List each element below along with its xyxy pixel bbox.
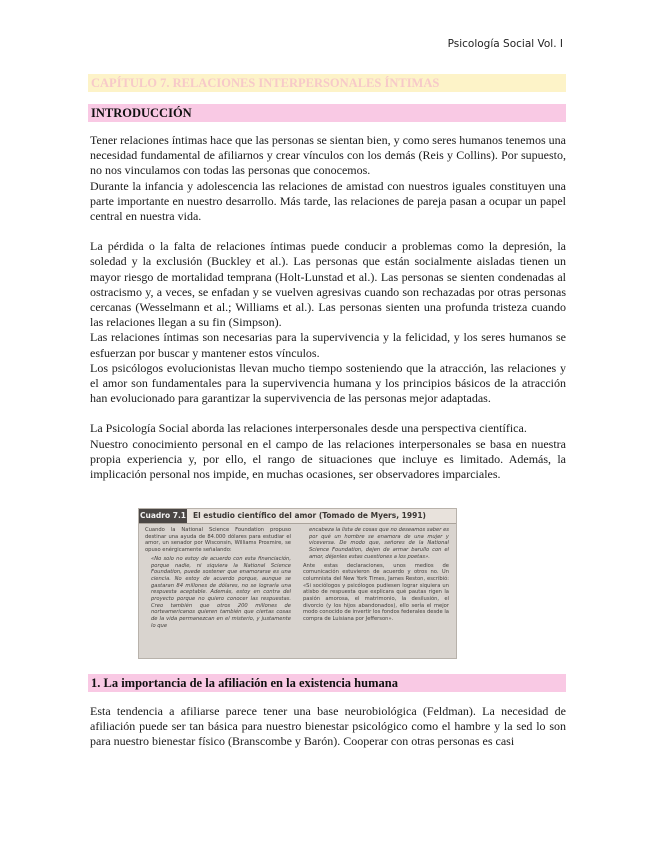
paragraph: Esta tendencia a afiliarse parece tener una base neurobiológica (Feldman). La necesidad de afiliación puede ser tan básica para nuestro bienestar psicológico como el hambre y la sed lo son para nuestro bienestar físico (Branscombe y Barón). Cooperar con otras personas es casi: [90, 704, 566, 749]
cuadro-header: [139, 509, 456, 524]
intro-heading: INTRODUCCIÓN: [88, 104, 566, 122]
cuadro-text: Ante estas declaraciones, unos medios de comunicación estuvieron de acuerdo y otros no. Un columnista del New York Times, James Reston, escribió: «Si sociólogos y psicólogos pudiesen lograr siquiera un atisbo de respuesta que explicara qué pautas rigen la pasión amorosa, el matrimonio, la desilusión, el divorcio (y los hijos abandonados), ello sería el mejor modo conocido de invertir los fondos federales desde la compra de Luisiana por Jefferson».: [303, 562, 449, 623]
paragraph: Los psicólogos evolucionistas llevan mucho tiempo sosteniendo que la atracción, las relaciones y el amor son fundamentales para la supervivencia humana y los principios básicos de la atracción han evolucionado para garantizar la supervivencia de las personas mejor adaptadas.: [90, 360, 566, 406]
cuadro-right-column: [303, 527, 449, 625]
cuadro-text: Cuando la National Science Foundation propuso destinar una ayuda de 84.000 dólares para estudiar el amor, un senador por Wisconsin, Williams Proxmire, se opuso enérgicamente señalando:: [145, 527, 291, 554]
cuadro-left-column: [145, 527, 291, 632]
intro-body: [90, 133, 566, 482]
chapter-title: CAPÍTULO 7. RELACIONES INTERPERSONALES ÍNTIMAS: [88, 74, 566, 92]
paragraph: Las relaciones íntimas son necesarias para la supervivencia y la felicidad, y los seres humanos se esfuerzan por buscar y mantener estos vínculos.: [90, 330, 566, 360]
paragraph: Tener relaciones íntimas hace que las personas se sientan bien, y como seres humanos tenemos una necesidad fundamental de afiliarnos y crear vínculos con los demás (Reis y Collins). Por supuesto, no nos vinculamos con todas las personas que conocemos.: [90, 133, 566, 178]
cuadro-quote: encabeza la lista de cosas que no deseamos saber es por qué un hombre se enamora de una mujer y viceversa. De modo que, señores de la National Science Foundation, dejen de armar barullo con el amor, déjenles estas cuestiones a los poetas».: [309, 527, 449, 560]
paragraph: La pérdida o la falta de relaciones íntimas puede conducir a problemas como la depresión, la soledad y la exclusión (Buckley et al.). Las personas que están socialmente aisladas tienen un mayor riesgo de mortalidad temprana (Holt-Lunstad et al.). Las personas se sienten condenadas al ostracismo y, a veces, se enfadan y se vuelven agresivas cuando son rechazadas por otras personas cercanas (Wesselmann et al.; Williams et al.). Las personas sienten una profunda tristeza cuando las relaciones llegan a su fin (Simpson).: [90, 239, 566, 330]
cuadro-title: El estudio científico del amor (Tomado de Myers, 1991): [193, 511, 426, 520]
running-header: Psicología Social Vol. I: [447, 38, 563, 50]
cuadro-quote: «No solo no estoy de acuerdo con esta financiación, porque nadie, ni siquiera la National Science Foundation, puede sostener que enamorarse es una ciencia. No estoy de acuerdo porque, aunque se gastaran 84 millones de dólares, no se lograría una respuesta aceptable. Además, estoy en contra del proyecto porque no quiero conocer las respuestas. Creo también que otros 200 millones de norteamericanos quieren también que ciertas cosas de la vida permanezcan en el misterio, y justamente lo que: [151, 555, 291, 629]
paragraph: La Psicología Social aborda las relaciones interpersonales desde una perspectiva científica.: [90, 421, 527, 436]
cuadro-figure: [138, 508, 457, 659]
paragraph: Nuestro conocimiento personal en el campo de las relaciones interpersonales se basa en nuestra propia experiencia y, por ello, el rango de situaciones que incluye es limitado. Además, la implicación personal nos impide, en muchas ocasiones, ser observadores imparciales.: [90, 436, 566, 482]
paragraph: Durante la infancia y adolescencia las relaciones de amistad con nuestros iguales constituyen una parte importante en nuestro desarrollo. Más tarde, las relaciones de pareja pasan a ocupar un papel central en nuestra vida.: [90, 178, 566, 224]
cuadro-tag: Cuadro 7.1: [139, 509, 187, 523]
section-1-body: [90, 704, 566, 750]
section-1-heading: 1. La importancia de la afiliación en la existencia humana: [88, 674, 566, 692]
